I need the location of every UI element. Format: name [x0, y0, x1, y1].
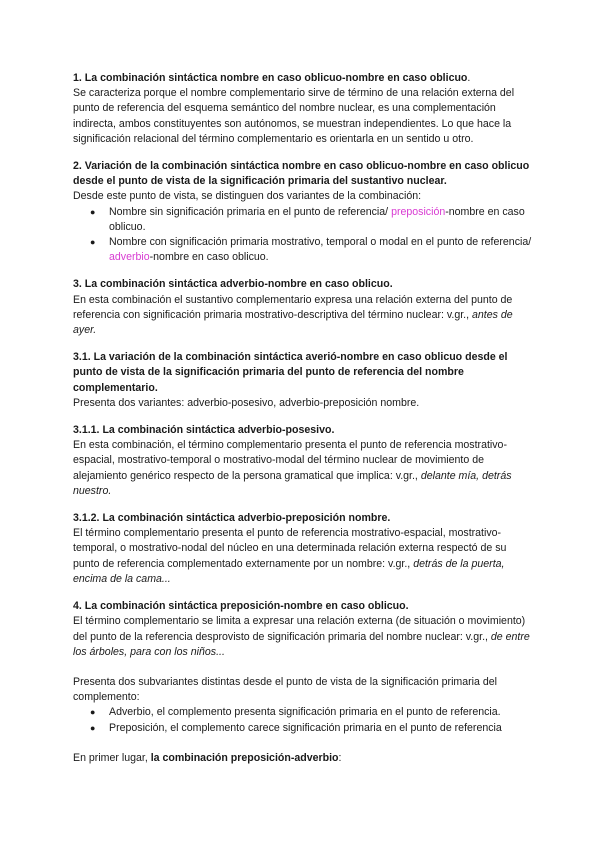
example-text: de entre los árboles, para con los niños...: [73, 630, 530, 658]
list-item-text: -nombre en caso oblicuo.: [109, 205, 525, 233]
section-2-list: [73, 205, 535, 266]
list-item: [73, 235, 535, 265]
list-item-text: -nombre en caso oblicuo.: [149, 251, 269, 264]
bullet-icon: ●: [90, 237, 96, 248]
list-item-text: Adverbio, el complemento presenta significación primaria en el punto de referencia.: [109, 706, 501, 719]
list-item-text: Nombre con significación primaria mostrativo, temporal o modal en el punto de referencia/: [109, 236, 532, 249]
section-2-heading: 2. Variación de la combinación sintáctica nombre en caso oblicuo-nombre en caso oblicuo desde el punto de vista de la significación primaria del sustantivo nuclear.: [73, 160, 530, 188]
bullet-icon: ●: [90, 707, 96, 718]
section-3-body: [73, 293, 535, 339]
section-3-1-heading: 3.1. La variación de la combinación sintáctica averió-nombre en caso oblicuo desde el punto de vista de la significación primaria del punto de referencia del nombre complementario.: [73, 351, 508, 394]
body-text: En esta combinación, el término complementario presenta el punto de referencia mostrativo-espacial, mostrativo-temporal o mostrativo-modal del término nuclear de movimiento de alejamiento genérico respecto de la persona gramatical que implica: v.gr.,: [73, 439, 507, 482]
list-item: [73, 205, 535, 235]
section-3-1-2-body: [73, 526, 535, 587]
section-1-heading-tail: .: [467, 72, 471, 84]
example-text: delante mía, detrás nuestro.: [73, 469, 512, 497]
section-4-heading: 4. La combinación sintáctica preposición-nombre en caso oblicuo.: [73, 600, 409, 613]
body-text: En esta combinación el sustantivo complementario expresa una relación externa del punto de referencia con significación primaria mostrativo-descriptiva del término nuclear: v.gr.,: [73, 293, 513, 321]
section-4-list: [73, 705, 535, 735]
closing-bold-text: la combinación preposición-adverbio: [150, 751, 339, 764]
section-1: [73, 71, 535, 147]
list-item-text: Preposición, el complemento carece significación primaria en el punto de referencia: [109, 721, 502, 734]
section-3-heading: 3. La combinación sintáctica adverbio-nombre en caso oblicuo.: [73, 278, 393, 291]
section-4-body: [73, 614, 535, 660]
body-text: El término complementario se limita a expresar una relación externa (de situación o movimiento) del punto de la referencia desprovisto de significación primaria del nombre nuclear: v.gr.,: [73, 615, 526, 643]
body-text: El término complementario presenta el punto de referencia mostrativo-espacial, mostrativo-temporal, o mostrativo-nodal del núcleo en una determinada relación externa respectó de su punto de referencia complementado externamente por un nombre: v.gr.,: [73, 527, 507, 570]
bullet-icon: ●: [90, 206, 96, 217]
section-1-heading: 1. La combinación sintáctica nombre en caso oblicuo-nombre en caso oblicuo: [73, 72, 468, 84]
example-text: antes de ayer.: [73, 308, 513, 337]
section-1-body: Se caracteriza porque el nombre complementario sirve de término de una relación externa del punto de referencia del esquema semántico del nombre nuclear, es una complementación indirecta, ambos constituyentes son autónomos, se muestran independientes. Lo que hace la significación relacional del término complementario es orientarla en un sentido u otro.: [73, 87, 515, 145]
section-3-1-1-body: [73, 438, 535, 499]
list-item: [73, 721, 535, 736]
closing-text: En primer lugar,: [73, 751, 151, 764]
highlight-text: preposición: [391, 205, 446, 218]
closing-text: :: [338, 751, 342, 764]
example-text: detrás de la puerta, encima de la cama...: [73, 557, 505, 585]
section-2-intro: Desde este punto de vista, se distinguen dos variantes de la combinación:: [73, 190, 422, 203]
document-body: [73, 71, 535, 766]
section-3-1-1-heading: 3.1.1. La combinación sintáctica adverbio-posesivo.: [73, 424, 335, 437]
highlight-text: adverbio: [109, 251, 150, 264]
section-3-1-2-heading: 3.1.2. La combinación sintáctica adverbio-preposición nombre.: [73, 512, 391, 525]
section-4-body-2: Presenta dos subvariantes distintas desde el punto de vista de la significación primaria del complemento:: [73, 675, 497, 704]
list-item: [73, 705, 535, 720]
bullet-icon: ●: [90, 722, 96, 733]
closing-line: [73, 751, 535, 766]
list-item-text: Nombre sin significación primaria en el punto de referencia/: [109, 205, 392, 218]
section-3-1-body: Presenta dos variantes: adverbio-posesivo, adverbio-preposición nombre.: [73, 396, 420, 409]
